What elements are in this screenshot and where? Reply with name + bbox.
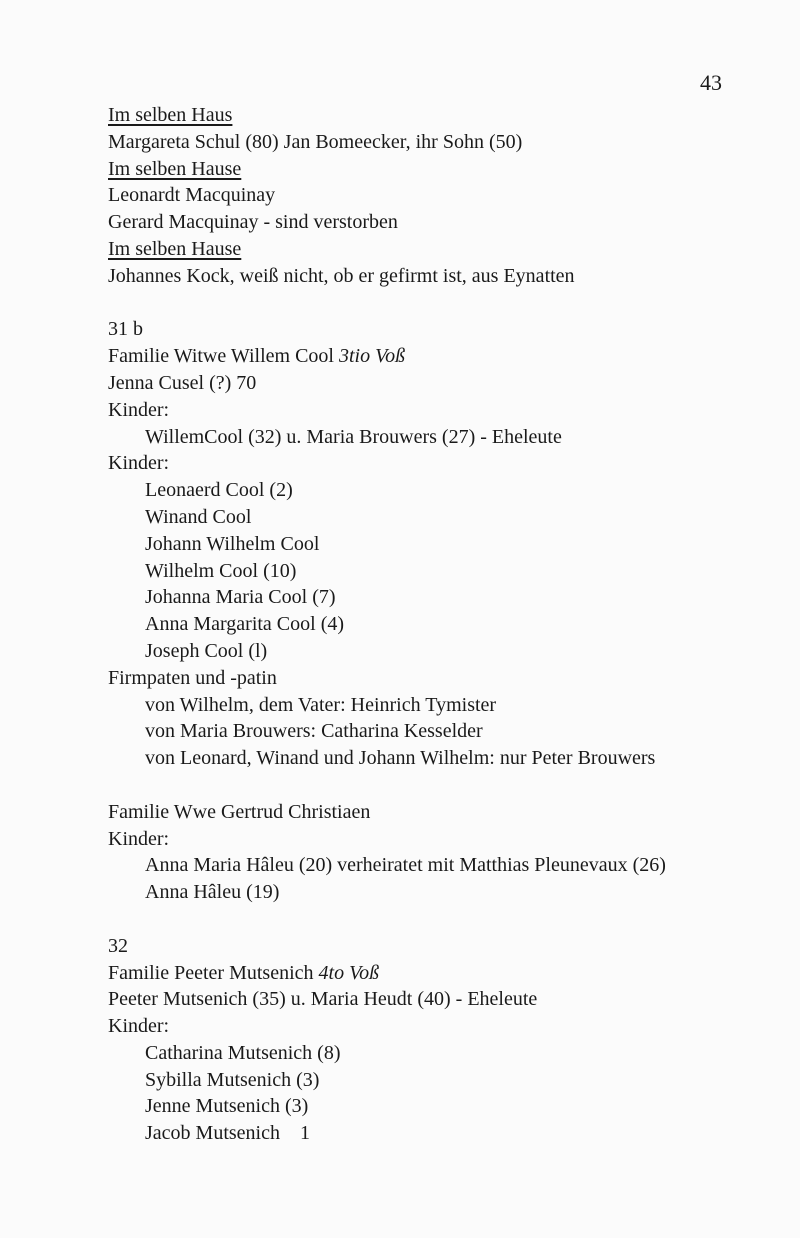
family-title-italic: 4to Voß bbox=[318, 961, 380, 984]
text-line: Jenna Cusel (?) 70 bbox=[108, 371, 257, 394]
text-line: Peeter Mutsenich (35) u. Maria Heudt (40) - Eheleute bbox=[108, 988, 538, 1011]
sponsor-entry: von Leonard, Winand und Johann Wilhelm: nur Peter Brouwers bbox=[145, 747, 656, 770]
child-entry: Jacob Mutsenich 1 bbox=[145, 1122, 310, 1145]
text-line: Kinder: bbox=[108, 398, 170, 421]
page-number: 43 bbox=[700, 70, 722, 95]
child-entry: Anna Hâleu (19) bbox=[145, 881, 280, 904]
spacer bbox=[108, 290, 768, 317]
heading-same-house: Im selben Hause bbox=[108, 157, 242, 180]
text-line: Johannes Kock, weiß nicht, ob er gefirmt ist, aus Eynatten bbox=[108, 264, 575, 287]
text-line: Firmpaten und -patin bbox=[108, 666, 277, 689]
heading-same-house: Im selben Hause bbox=[108, 237, 242, 260]
child-entry: Winand Cool bbox=[145, 505, 252, 528]
child-entry: Anna Maria Hâleu (20) verheiratet mit Matthias Pleunevaux (26) bbox=[145, 854, 666, 877]
spacer bbox=[108, 772, 768, 799]
child-entry: Leonaerd Cool (2) bbox=[145, 479, 293, 502]
child-entry: Johann Wilhelm Cool bbox=[145, 532, 320, 555]
text-line: Gerard Macquinay - sind verstorben bbox=[108, 211, 398, 234]
text-line: Kinder: bbox=[108, 827, 170, 850]
text-line: Margareta Schul (80) Jan Bomeecker, ihr Sohn (50) bbox=[108, 130, 523, 153]
sponsor-entry: von Maria Brouwers: Catharina Kesselder bbox=[145, 720, 483, 743]
sponsor-entry: von Wilhelm, dem Vater: Heinrich Tymister bbox=[145, 693, 497, 716]
child-entry: Johanna Maria Cool (7) bbox=[145, 586, 336, 609]
heading-same-house: Im selben Haus bbox=[108, 104, 233, 126]
family-title-italic: 3tio Voß bbox=[338, 345, 406, 368]
text-line: Kinder: bbox=[108, 1015, 170, 1038]
section-number: 32 bbox=[108, 934, 128, 957]
text-line: Leonardt Macquinay bbox=[108, 184, 276, 207]
family-title-text: Familie Peeter Mutsenich bbox=[108, 961, 314, 984]
child-entry: Catharina Mutsenich (8) bbox=[145, 1041, 341, 1064]
child-entry: Anna Margarita Cool (4) bbox=[145, 613, 345, 636]
text-line: Kinder: bbox=[108, 452, 170, 475]
child-entry: Jenne Mutsenich (3) bbox=[145, 1095, 309, 1118]
family-title bbox=[108, 960, 768, 987]
child-entry: Wilhelm Cool (10) bbox=[145, 559, 297, 582]
family-title bbox=[108, 343, 768, 370]
family-title-text: Familie Witwe Willem Cool bbox=[108, 345, 334, 368]
family-title: Familie Wwe Gertrud Christiaen bbox=[108, 800, 371, 823]
spacer bbox=[108, 906, 768, 933]
child-entry: Sybilla Mutsenich (3) bbox=[145, 1068, 320, 1091]
page-content bbox=[108, 102, 768, 1147]
section-number: 31 b bbox=[108, 318, 143, 341]
text-line: WillemCool (32) u. Maria Brouwers (27) - Eheleute bbox=[145, 425, 562, 448]
child-entry: Joseph Cool (l) bbox=[145, 639, 268, 662]
